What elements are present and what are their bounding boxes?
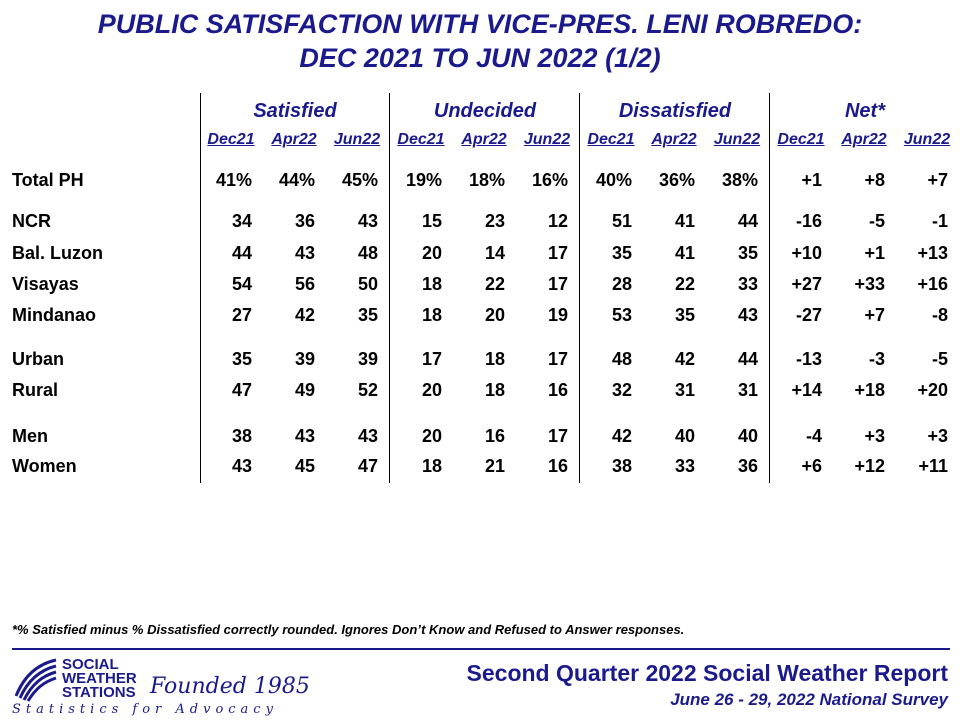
table-cell: 56 (294, 274, 315, 294)
table-cell: 17 (547, 274, 568, 294)
page-subtitle: DEC 2021 TO JUN 2022 (1/2) (299, 43, 661, 73)
table-cell: 36 (294, 211, 315, 231)
table-cell: 45 (294, 456, 315, 476)
logo-founded: Founded 1985 (150, 674, 310, 699)
table-cell: 40 (674, 426, 695, 446)
table-cell: 16 (484, 426, 505, 446)
logo-name: SOCIAL WEATHER STATIONS (62, 656, 137, 701)
table-cell: 48 (357, 243, 378, 263)
table-cell: 17 (547, 426, 568, 446)
table-cell: 39 (294, 349, 315, 369)
table-cell: 18 (484, 380, 505, 400)
table-row (0, 170, 960, 194)
table-cell: -5 (868, 211, 885, 231)
table-cell: +27 (791, 274, 822, 294)
row-label: Rural (12, 380, 59, 400)
table-cell: +3 (864, 426, 885, 446)
table-row (0, 274, 960, 298)
period-header: Apr22 (461, 131, 507, 148)
group-header-undecided: Undecided (433, 100, 537, 122)
table-cell: 53 (611, 305, 632, 325)
period-header: Dec21 (587, 131, 635, 148)
period-header: Apr22 (271, 131, 317, 148)
row-label: Bal. Luzon (12, 243, 103, 263)
table-row (0, 349, 960, 373)
table-cell: +11 (918, 456, 948, 476)
row-label: Men (12, 426, 48, 446)
period-header: Jun22 (713, 131, 761, 148)
table-cell: 41 (674, 211, 695, 231)
table-cell: 42 (611, 426, 632, 446)
table-cell: 42 (294, 305, 315, 325)
table-cell: 54 (231, 274, 252, 294)
group-header-net: Net* (844, 100, 885, 122)
table-cell: 52 (357, 380, 378, 400)
period-header: Apr22 (651, 131, 697, 148)
table-cell: +14 (791, 380, 822, 400)
table-cell: 44 (737, 349, 758, 369)
table-row (0, 243, 960, 267)
table-cell: +1 (864, 243, 885, 263)
period-header: Dec21 (777, 131, 825, 148)
table-cell: 22 (484, 274, 505, 294)
footer-divider (12, 648, 950, 650)
table-cell: 39 (357, 349, 378, 369)
period-header: Dec21 (397, 131, 445, 148)
period-header: Dec21 (207, 131, 255, 148)
table-cell: 35 (674, 305, 695, 325)
table-cell: 23 (484, 211, 505, 231)
table-cell: 31 (737, 380, 758, 400)
table-cell: 43 (294, 426, 315, 446)
table-cell: 43 (357, 211, 378, 231)
table-row (0, 211, 960, 235)
table-cell: +7 (864, 305, 885, 325)
table-cell: 20 (421, 243, 442, 263)
table-cell: 28 (611, 274, 632, 294)
row-label: Mindanao (12, 305, 96, 325)
table-cell: 43 (357, 426, 378, 446)
table-cell: 20 (484, 305, 505, 325)
table-cell: 38 (611, 456, 632, 476)
footnote: *% Satisfied minus % Dissatisfied correctly rounded. Ignores Don’t Know and Refused to Answer responses. (12, 622, 685, 637)
row-label: Urban (12, 349, 65, 369)
table-cell: +16 (917, 274, 948, 294)
table-cell: 43 (294, 243, 315, 263)
table-cell: 43 (737, 305, 758, 325)
report-title: Second Quarter 2022 Social Weather Report (466, 660, 948, 686)
table-cell: -16 (795, 211, 822, 231)
table-cell: 44 (231, 243, 252, 263)
swoosh-icon (10, 656, 60, 702)
table-cell: +10 (791, 243, 822, 263)
table-row (0, 456, 960, 480)
table-cell: -8 (931, 305, 948, 325)
table-cell: 32 (611, 380, 632, 400)
group-header-satisfied: Satisfied (253, 100, 337, 122)
table-row (0, 305, 960, 329)
table-cell: +13 (917, 243, 948, 263)
table-cell: 31 (674, 380, 695, 400)
table-cell: 35 (357, 305, 378, 325)
table-cell: 12 (547, 211, 568, 231)
table-cell: 42 (674, 349, 695, 369)
table-cell: 18 (421, 456, 442, 476)
table-cell: 51 (611, 211, 632, 231)
table-cell: 40% (595, 170, 632, 190)
table-cell: 47 (231, 380, 252, 400)
table-cell: 20 (421, 380, 442, 400)
table-cell: 44% (278, 170, 315, 190)
table-cell: 36 (737, 456, 758, 476)
table-cell: +33 (854, 274, 885, 294)
table-cell: -3 (868, 349, 885, 369)
table-cell: 50 (357, 274, 378, 294)
table-cell: 38 (231, 426, 252, 446)
table-cell: +6 (801, 456, 822, 476)
table-cell: 49 (294, 380, 315, 400)
table-cell: 41 (674, 243, 695, 263)
table-cell: 16 (547, 380, 568, 400)
table-cell: 47 (357, 456, 378, 476)
table-cell: 35 (737, 243, 758, 263)
period-header: Jun22 (333, 131, 381, 148)
report-subtitle: June 26 - 29, 2022 National Survey (670, 690, 948, 709)
table-cell: -13 (795, 349, 822, 369)
group-header-dissatisfied: Dissatisfied (618, 100, 732, 122)
table-cell: 17 (421, 349, 442, 369)
period-header: Jun22 (903, 131, 951, 148)
table-cell: -1 (931, 211, 948, 231)
table-cell: 18 (421, 274, 442, 294)
table-cell: 18% (468, 170, 505, 190)
table-cell: 21 (484, 456, 505, 476)
table-cell: +3 (927, 426, 948, 446)
period-header: Apr22 (841, 131, 887, 148)
table-cell: 19 (547, 305, 568, 325)
table-cell: +1 (801, 170, 822, 190)
table-cell: 16% (531, 170, 568, 190)
row-label: Total PH (12, 170, 84, 190)
table-cell: 36% (658, 170, 695, 190)
table-cell: 18 (421, 305, 442, 325)
period-header: Jun22 (523, 131, 571, 148)
table-cell: +7 (927, 170, 948, 190)
table-cell: 17 (547, 243, 568, 263)
table-cell: +18 (854, 380, 885, 400)
row-label: Women (12, 456, 77, 476)
table-cell: 40 (737, 426, 758, 446)
table-cell: +20 (917, 380, 948, 400)
table-cell: 38% (721, 170, 758, 190)
table-cell: 16 (547, 456, 568, 476)
table-cell: +12 (854, 456, 885, 476)
table-cell: -4 (805, 426, 822, 446)
table-cell: -5 (931, 349, 948, 369)
table-cell: 33 (674, 456, 695, 476)
table-cell: 35 (231, 349, 252, 369)
page-title: PUBLIC SATISFACTION WITH VICE-PRES. LENI ROBREDO: (97, 9, 863, 39)
table-cell: -27 (795, 305, 822, 325)
table-cell: 27 (231, 305, 252, 325)
table-cell: 14 (484, 243, 505, 263)
table-cell: 19% (405, 170, 442, 190)
logo-tagline: Statistics for Advocacy (12, 702, 278, 717)
table-cell: 18 (484, 349, 505, 369)
table-cell: 45% (341, 170, 378, 190)
table-cell: 22 (674, 274, 695, 294)
table-cell: +8 (864, 170, 885, 190)
table-cell: 41% (215, 170, 252, 190)
table-cell: 34 (231, 211, 252, 231)
table-row (0, 426, 960, 450)
table-cell: 20 (421, 426, 442, 446)
table-cell: 44 (737, 211, 758, 231)
table-cell: 15 (421, 211, 442, 231)
table-cell: 43 (231, 456, 252, 476)
table-cell: 48 (611, 349, 632, 369)
table-cell: 33 (737, 274, 758, 294)
table-cell: 17 (547, 349, 568, 369)
table-cell: 35 (611, 243, 632, 263)
table-row (0, 380, 960, 404)
row-label: NCR (12, 211, 51, 231)
row-label: Visayas (12, 274, 79, 294)
sws-logo (10, 656, 310, 717)
